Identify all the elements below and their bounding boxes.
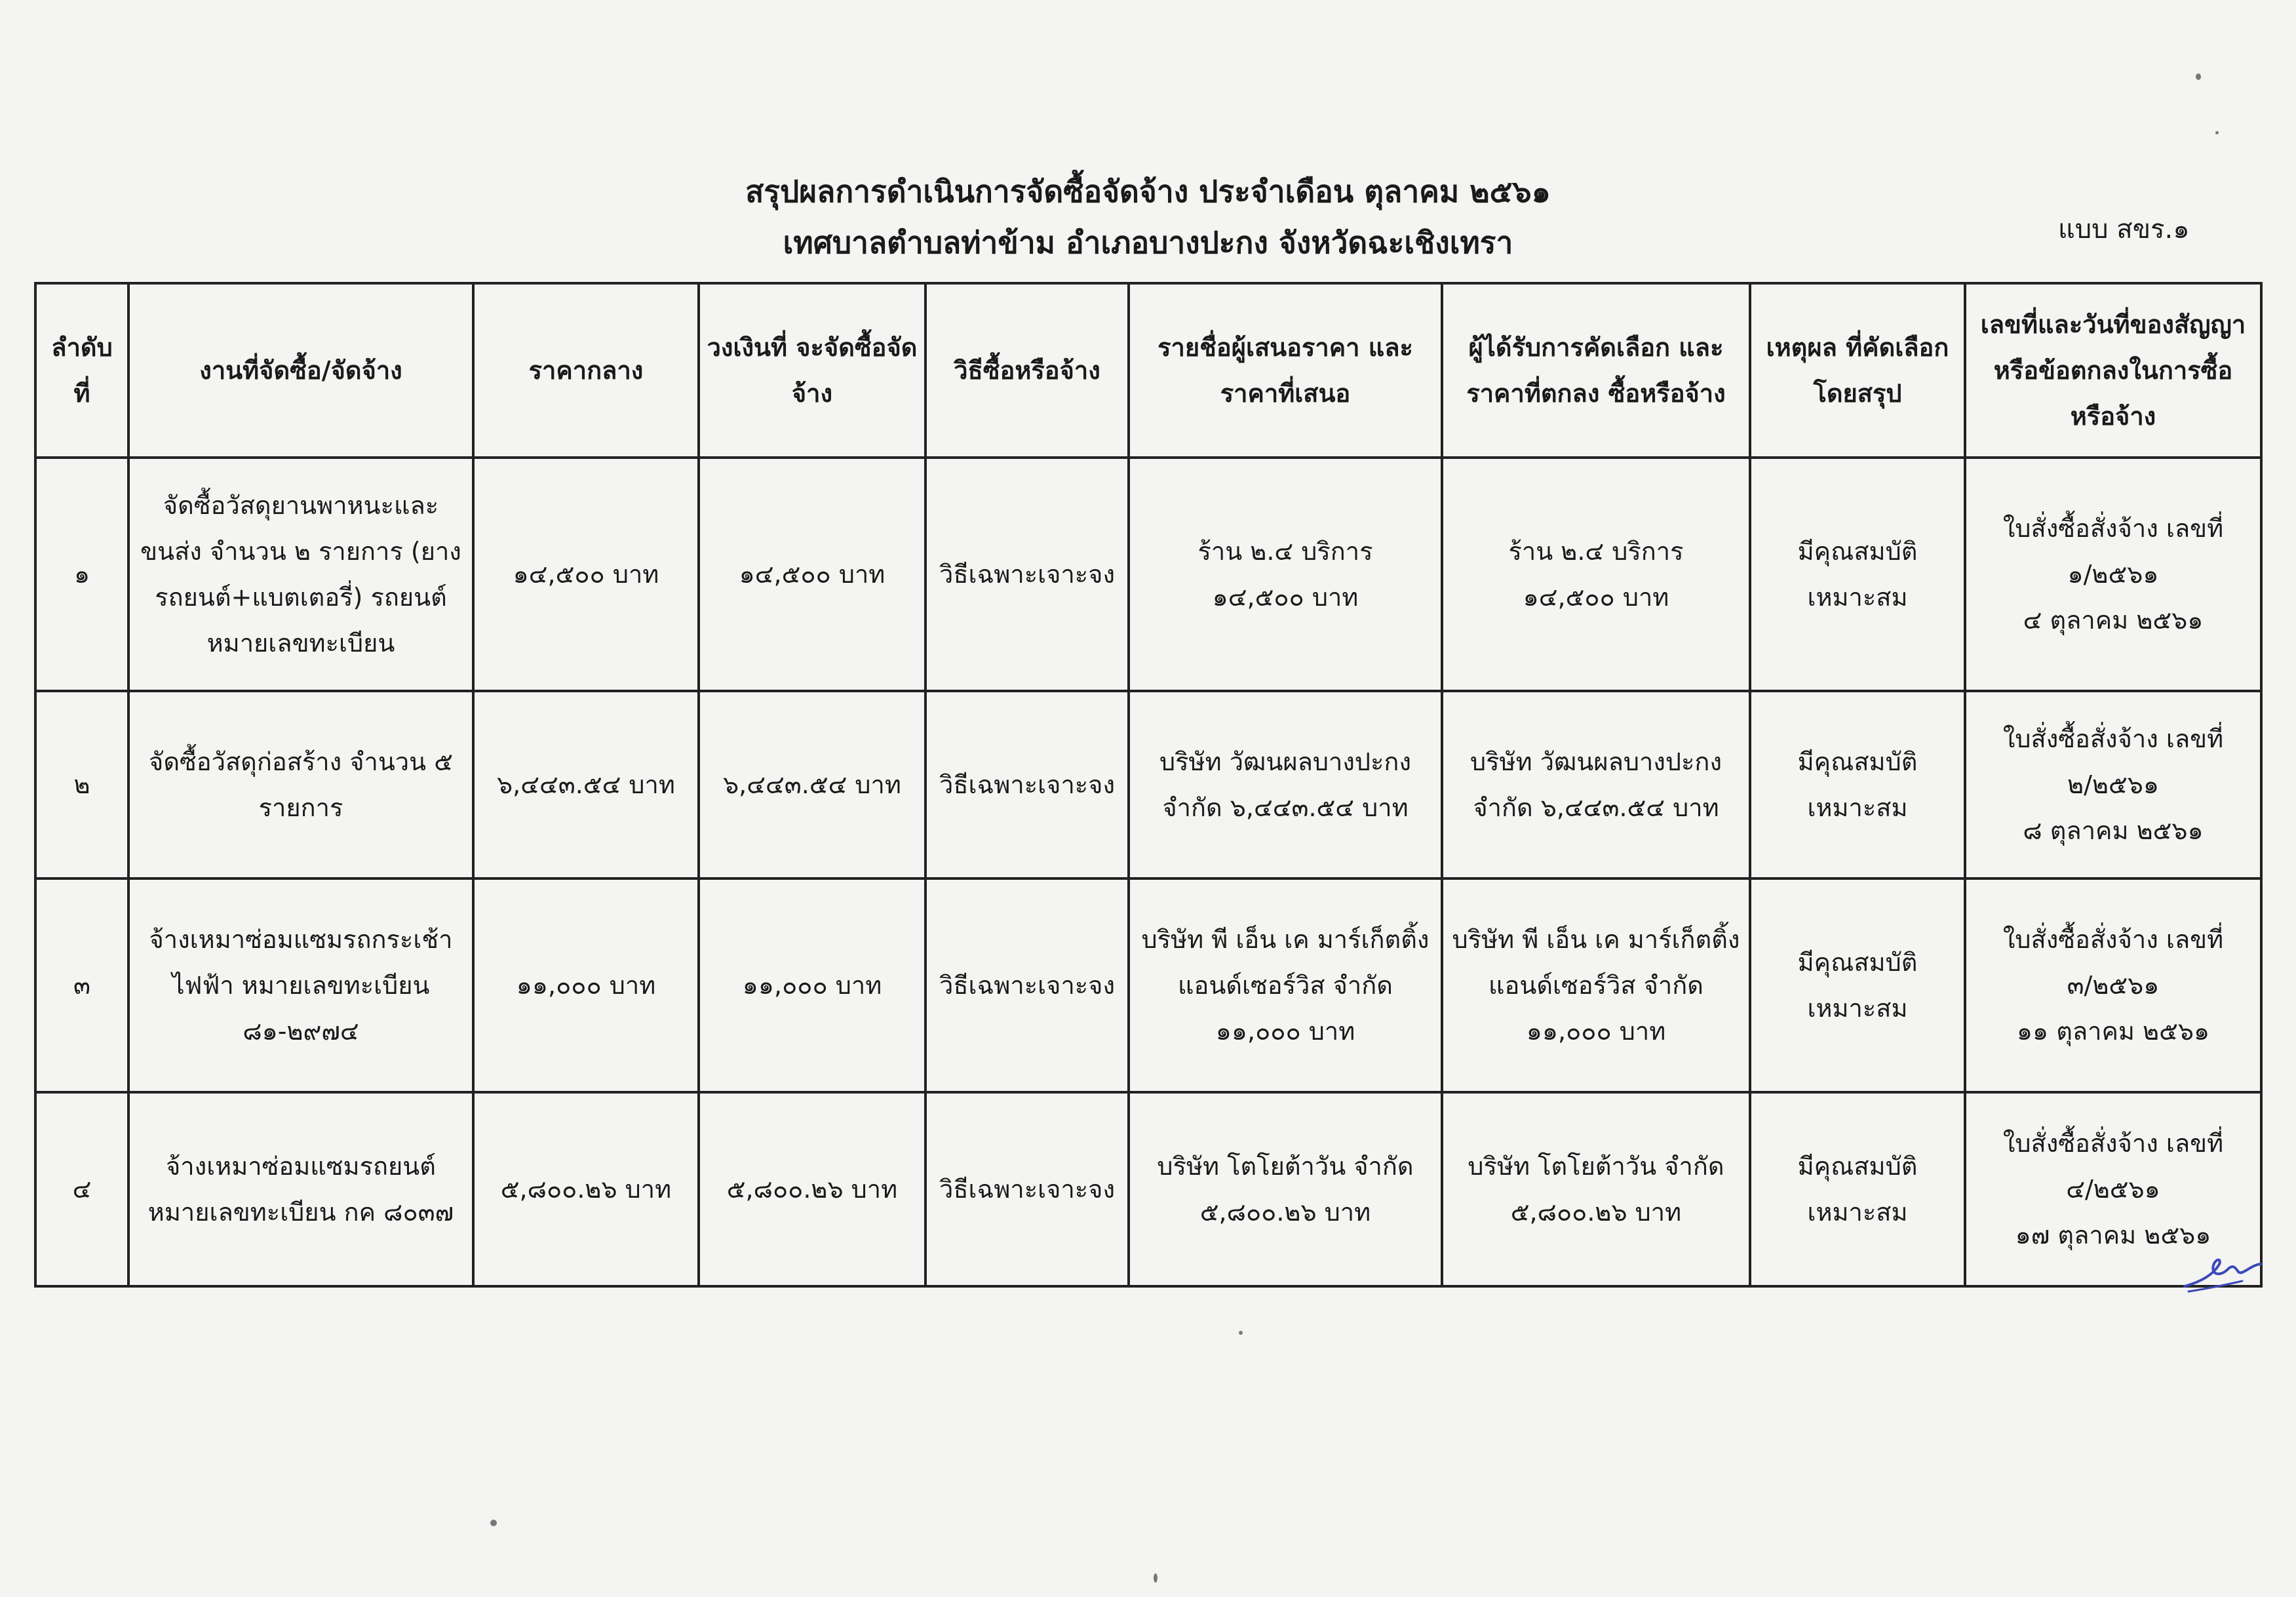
cell-median-price: ๖,๔๔๓.๕๔ บาท — [473, 691, 699, 878]
scan-speck — [1239, 1331, 1243, 1335]
table-row — [35, 1092, 2261, 1286]
cell-budget: ๑๑,๐๐๐ บาท — [699, 878, 925, 1092]
col-header-reason: เหตุผล ที่คัดเลือกโดยสรุป — [1750, 283, 1965, 458]
col-header-winner: ผู้ได้รับการคัดเลือก และราคาที่ตกลง ซื้อหรือจ้าง — [1442, 283, 1750, 458]
cell-method: วิธีเฉพาะเจาะจง — [925, 691, 1129, 878]
contract-number: ๓/๒๕๖๑ — [2067, 971, 2160, 1000]
cell-reason — [1750, 1092, 1965, 1286]
col-header-contract: เลขที่และวันที่ของสัญญา หรือข้อตกลงในการซื้อ หรือจ้าง — [1965, 283, 2261, 458]
procurement-summary-table — [34, 282, 2263, 1288]
bidder-price: ๑๑,๐๐๐ บาท — [1215, 1017, 1355, 1046]
table-row — [35, 458, 2261, 691]
winner-price: ๕,๘๐๐.๒๖ บาท — [1510, 1198, 1682, 1227]
cell-task: จ้างเหมาซ่อมแซมรถยนต์ หมายเลขทะเบียน กค ๘๐๓๗ — [128, 1092, 473, 1286]
bidder-name: บริษัท วัฒนผลบางปะกง — [1159, 747, 1411, 776]
col-header-task: งานที่จัดซื้อ/จัดจ้าง — [128, 283, 473, 458]
cell-bidders — [1129, 691, 1442, 878]
col-header-bidders: รายชื่อผู้เสนอราคา และราคาที่เสนอ — [1129, 283, 1442, 458]
cell-contract — [1965, 878, 2261, 1092]
cell-contract — [1965, 458, 2261, 691]
winner-price: ๑๑,๐๐๐ บาท — [1526, 1017, 1666, 1046]
col-header-median-price: ราคากลาง — [473, 283, 699, 458]
cell-budget: ๕,๘๐๐.๒๖ บาท — [699, 1092, 925, 1286]
bidder-name: บริษัท พี เอ็น เค มาร์เก็ตติ้ง แอนด์เซอร์วิส จำกัด — [1141, 925, 1430, 1000]
cell-median-price: ๑๑,๐๐๐ บาท — [473, 878, 699, 1092]
winner-price: ๑๔,๕๐๐ บาท — [1523, 583, 1669, 612]
document-title: สรุปผลการดำเนินการจัดซื้อจัดจ้าง ประจำเดือน ตุลาคม ๒๕๖๑ — [745, 174, 1551, 209]
cell-method: วิธีเฉพาะเจาะจง — [925, 1092, 1129, 1286]
bidder-price: ๕,๘๐๐.๒๖ บาท — [1199, 1198, 1371, 1227]
cell-bidders — [1129, 1092, 1442, 1286]
cell-reason — [1750, 691, 1965, 878]
cell-task: จัดซื้อวัสดุก่อสร้าง จำนวน ๕ รายการ — [128, 691, 473, 878]
scan-speck — [2215, 131, 2219, 134]
reason-line: มีคุณสมบัติ — [1797, 747, 1918, 776]
cell-contract — [1965, 691, 2261, 878]
winner-price: จำกัด ๖,๔๔๓.๕๔ บาท — [1473, 793, 1719, 822]
cell-bidders — [1129, 458, 1442, 691]
cell-winner — [1442, 458, 1750, 691]
cell-median-price: ๕,๘๐๐.๒๖ บาท — [473, 1092, 699, 1286]
cell-task: จัดซื้อวัสดุยานพาหนะและขนส่ง จำนวน ๒ รายการ (ยางรถยนต์+แบตเตอรี่) รถยนต์ หมายเลขทะเบียน — [128, 458, 473, 691]
contract-doc: ใบสั่งซื้อสั่งจ้าง เลขที่ — [2002, 1129, 2224, 1158]
cell-task: จ้างเหมาซ่อมแซมรถกระเช้าไฟฟ้า หมายเลขทะเบียน ๘๑-๒๙๗๔ — [128, 878, 473, 1092]
cell-method: วิธีเฉพาะเจาะจง — [925, 458, 1129, 691]
cell-reason — [1750, 458, 1965, 691]
contract-date: ๑๑ ตุลาคม ๒๕๖๑ — [2016, 1017, 2210, 1046]
contract-date: ๔ ตุลาคม ๒๕๖๑ — [2023, 606, 2204, 635]
cell-reason — [1750, 878, 1965, 1092]
reason-line: เหมาะสม — [1807, 583, 1908, 612]
form-code: แบบ สขร.๑ — [2058, 214, 2190, 245]
contract-number: ๒/๒๕๖๑ — [2067, 770, 2159, 799]
cell-bidders — [1129, 878, 1442, 1092]
contract-date: ๑๗ ตุลาคม ๒๕๖๑ — [2015, 1221, 2211, 1250]
cell-no: ๒ — [35, 691, 128, 878]
reason-line: เหมาะสม — [1807, 793, 1908, 822]
cell-no: ๓ — [35, 878, 128, 1092]
contract-number: ๔/๒๕๖๑ — [2066, 1175, 2160, 1204]
col-header-method: วิธีซื้อหรือจ้าง — [925, 283, 1129, 458]
col-header-no: ลำดับที่ — [35, 283, 128, 458]
contract-date: ๘ ตุลาคม ๒๕๖๑ — [2023, 816, 2204, 845]
bidder-name: ร้าน ๒.๔ บริการ — [1197, 537, 1373, 566]
scan-speck — [2196, 73, 2201, 80]
contract-doc: ใบสั่งซื้อสั่งจ้าง เลขที่ — [2002, 925, 2224, 954]
winner-name: บริษัท โตโยต้าวัน จำกัด — [1468, 1152, 1724, 1181]
winner-name: บริษัท พี เอ็น เค มาร์เก็ตติ้ง แอนด์เซอร์วิส จำกัด — [1452, 925, 1740, 1000]
cell-median-price: ๑๔,๕๐๐ บาท — [473, 458, 699, 691]
contract-number: ๑/๒๕๖๑ — [2067, 560, 2159, 589]
reason-line: มีคุณสมบัติ — [1797, 537, 1918, 566]
cell-no: ๔ — [35, 1092, 128, 1286]
winner-name: บริษัท วัฒนผลบางปะกง — [1469, 747, 1722, 776]
winner-name: ร้าน ๒.๔ บริการ — [1508, 537, 1684, 566]
table-row — [35, 691, 2261, 878]
cell-winner — [1442, 1092, 1750, 1286]
col-header-budget: วงเงินที่ จะจัดซื้อจัดจ้าง — [699, 283, 925, 458]
bidder-price: จำกัด ๖,๔๔๓.๕๔ บาท — [1162, 793, 1409, 822]
table-header-row — [35, 283, 2261, 458]
bidder-price: ๑๔,๕๐๐ บาท — [1212, 583, 1359, 612]
cell-winner — [1442, 691, 1750, 878]
reason-line: เหมาะสม — [1807, 1198, 1908, 1227]
cell-budget: ๑๔,๕๐๐ บาท — [699, 458, 925, 691]
cell-no: ๑ — [35, 458, 128, 691]
cell-budget: ๖,๔๔๓.๕๔ บาท — [699, 691, 925, 878]
reason-line: มีคุณสมบัติ — [1797, 948, 1918, 977]
cell-winner — [1442, 878, 1750, 1092]
reason-line: มีคุณสมบัติ — [1797, 1152, 1918, 1181]
bidder-name: บริษัท โตโยต้าวัน จำกัด — [1157, 1152, 1414, 1181]
signature-mark — [2179, 1246, 2265, 1298]
contract-doc: ใบสั่งซื้อสั่งจ้าง เลขที่ — [2002, 724, 2224, 753]
reason-line: เหมาะสม — [1807, 994, 1908, 1023]
contract-doc: ใบสั่งซื้อสั่งจ้าง เลขที่ — [2002, 514, 2224, 543]
scan-speck — [490, 1520, 497, 1526]
document-subtitle: เทศบาลตำบลท่าข้าม อำเภอบางปะกง จังหวัดฉะเชิงเทรา — [783, 225, 1513, 260]
cell-method: วิธีเฉพาะเจาะจง — [925, 878, 1129, 1092]
table-row — [35, 878, 2261, 1092]
scan-speck — [1154, 1573, 1158, 1583]
